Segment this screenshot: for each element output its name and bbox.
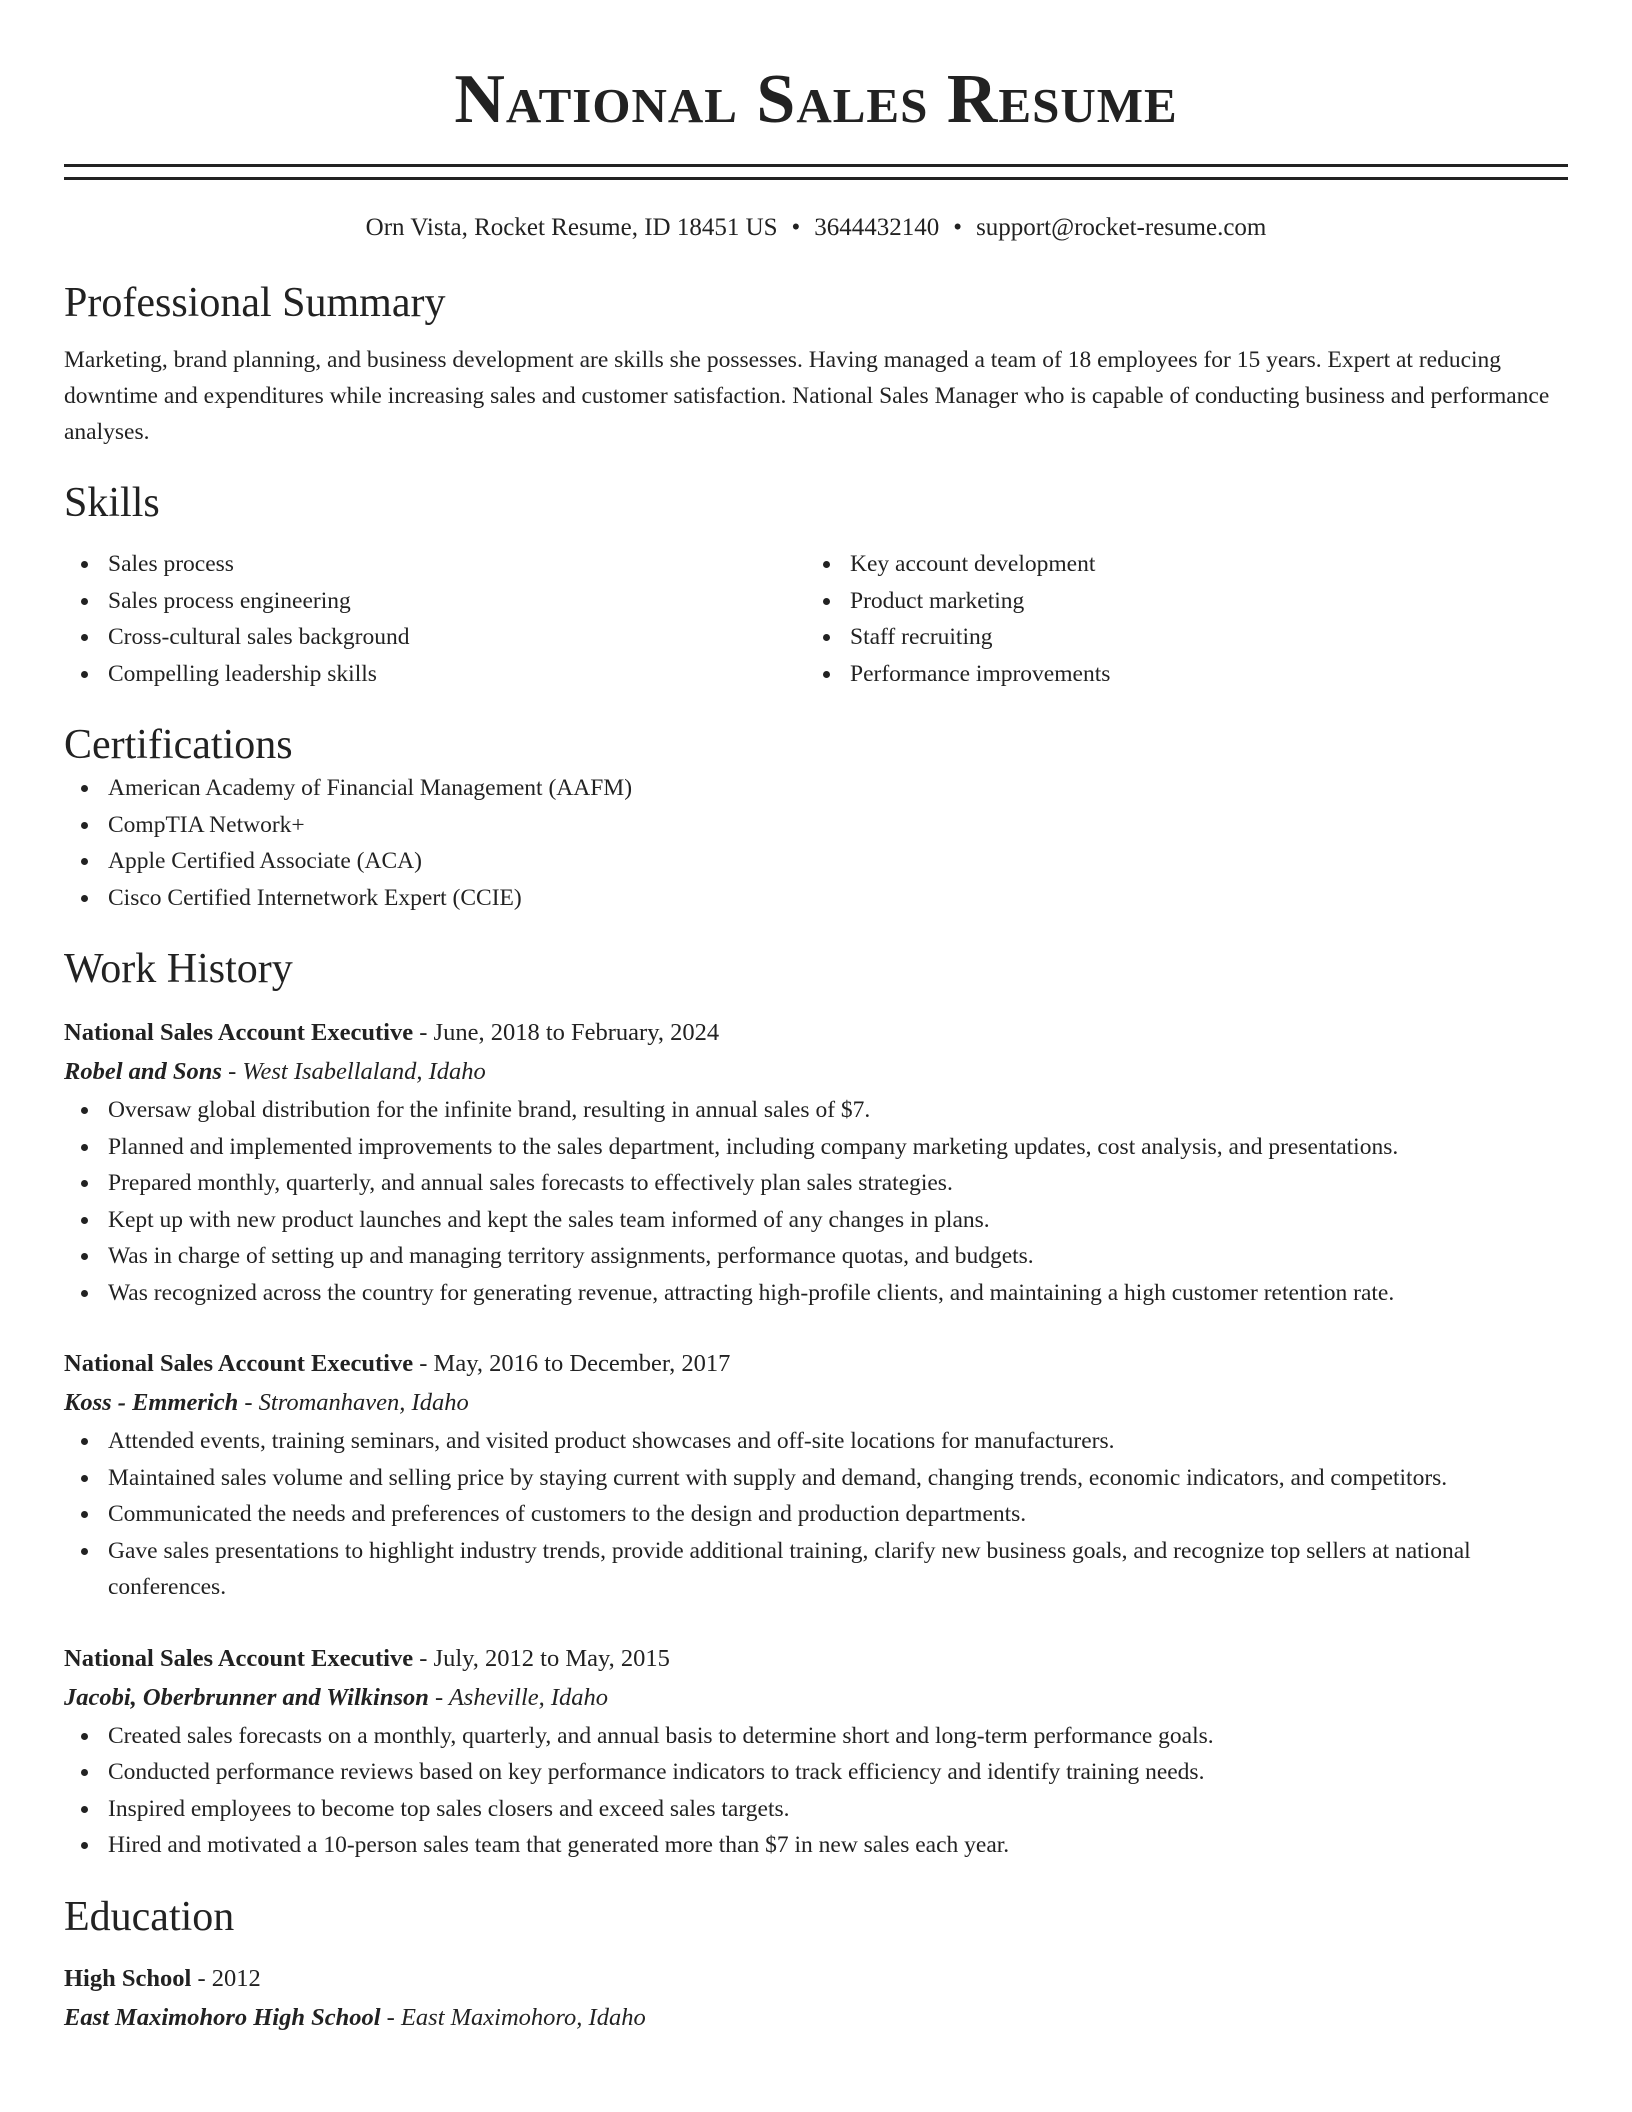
education-section (64, 1892, 1568, 2038)
job-bullet: Created sales forecasts on a monthly, quarterly, and annual basis to determine short and long-term performance goals. (64, 1718, 1568, 1755)
job-bullet-list (64, 1423, 1568, 1606)
contact-email: support@rocket-resume.com (976, 214, 1267, 241)
skill-item: Sales process engineering (64, 583, 806, 620)
certifications-list (64, 770, 1568, 916)
contact-separator: • (791, 214, 801, 241)
job-bullet: Was in charge of setting up and managing territory assignments, performance quotas, and budgets. (64, 1238, 1568, 1275)
education-degree: High School (64, 1964, 192, 1992)
professional-summary-section (64, 278, 1568, 450)
job-entry (64, 1345, 1568, 1606)
job-entry (64, 1014, 1568, 1311)
job-entry (64, 1640, 1568, 1864)
job-bullet: Attended events, training seminars, and visited product showcases and off-site locations for manufacturers. (64, 1423, 1568, 1460)
job-bullet: Hired and motivated a 10-person sales team that generated more than $7 in new sales each year. (64, 1827, 1568, 1864)
job-company: Jacobi, Oberbrunner and Wilkinson (64, 1683, 429, 1711)
job-bullet: Conducted performance reviews based on key performance indicators to track efficiency and identify training needs. (64, 1754, 1568, 1791)
job-company: Robel and Sons (64, 1058, 222, 1085)
job-dates: - May, 2016 to December, 2017 (413, 1350, 731, 1377)
skills-right-column (806, 546, 1548, 692)
education-location: - East Maximohoro, Idaho (380, 2003, 646, 2031)
job-bullet: Was recognized across the country for generating revenue, attracting high-profile clients, and maintaining a high customer retention rate. (64, 1275, 1568, 1312)
job-bullet: Planned and implemented improvements to the sales department, including company marketing updates, cost analysis, and presentations. (64, 1129, 1568, 1166)
job-location: - Asheville, Idaho (428, 1683, 609, 1711)
certification-item: Apple Certified Associate (ACA) (64, 843, 1568, 880)
skills-section (64, 478, 1568, 692)
job-title-line (64, 1014, 1568, 1052)
job-company-line (64, 1383, 1568, 1423)
education-school: East Maximohoro High School (64, 2003, 381, 2031)
skill-item: Staff recruiting (806, 619, 1548, 656)
section-heading-skills: Skills (64, 480, 160, 526)
skill-item: Key account development (806, 546, 1548, 583)
job-title-line (64, 1640, 1568, 1678)
section-heading-certifications: Certifications (64, 722, 293, 768)
job-company: Koss - Emmerich (64, 1389, 239, 1416)
title-double-rule (64, 164, 1568, 180)
section-heading-education: Education (64, 1893, 235, 1940)
skill-item: Cross-cultural sales background (64, 619, 806, 656)
certification-item: CompTIA Network+ (64, 807, 1568, 844)
skills-grid (64, 546, 1568, 692)
job-bullet-list (64, 1092, 1568, 1311)
job-location: - West Isabellaland, Idaho (221, 1058, 486, 1085)
job-role: National Sales Account Executive (64, 1350, 414, 1377)
contact-phone: 3644432140 (814, 214, 940, 241)
section-heading-work-history: Work History (64, 946, 293, 992)
job-title-line (64, 1345, 1568, 1383)
section-heading-summary: Professional Summary (64, 280, 446, 326)
job-company-line (64, 1678, 1568, 1718)
education-school-line (64, 1998, 1568, 2038)
certification-item: American Academy of Financial Management (AAFM) (64, 770, 1568, 807)
contact-separator: • (953, 214, 963, 241)
job-bullet: Gave sales presentations to highlight industry trends, provide additional training, clarify new business goals, and recognize top sellers at national conferences. (64, 1533, 1568, 1606)
job-bullet: Inspired employees to become top sales closers and exceed sales targets. (64, 1791, 1568, 1828)
certifications-section (64, 720, 1568, 916)
education-year: - 2012 (191, 1964, 261, 1992)
skill-item: Sales process (64, 546, 806, 583)
contact-line (64, 212, 1568, 244)
education-degree-line (64, 1960, 1568, 1998)
resume-title: National Sales Resume (454, 61, 1178, 138)
job-bullet: Prepared monthly, quarterly, and annual sales forecasts to effectively plan sales strategies. (64, 1165, 1568, 1202)
summary-text: Marketing, brand planning, and business development are skills she possesses. Having managed a team of 18 employees for 15 years. Expert at reducing downtime and expenditures while increasing sales and customer satisfaction. National Sales Manager who is capable of conducting business and performance analyses. (64, 347, 1550, 445)
contact-address: Orn Vista, Rocket Resume, ID 18451 US (365, 214, 778, 241)
job-location: - Stromanhaven, Idaho (238, 1389, 469, 1416)
job-bullet-list (64, 1718, 1568, 1864)
job-dates: - June, 2018 to February, 2024 (413, 1019, 720, 1046)
certification-item: Cisco Certified Internetwork Expert (CCIE) (64, 880, 1568, 917)
skill-item: Product marketing (806, 583, 1548, 620)
job-bullet: Maintained sales volume and selling price by staying current with supply and demand, changing trends, economic indicators, and competitors. (64, 1460, 1568, 1497)
job-dates: - July, 2012 to May, 2015 (413, 1644, 670, 1672)
education-entry (64, 1960, 1568, 2038)
skills-left-column (64, 546, 806, 692)
job-role: National Sales Account Executive (64, 1644, 414, 1672)
skill-item: Compelling leadership skills (64, 656, 806, 693)
job-company-line (64, 1052, 1568, 1092)
job-bullet: Communicated the needs and preferences of customers to the design and production departments. (64, 1496, 1568, 1533)
job-bullet: Kept up with new product launches and kept the sales team informed of any changes in plans. (64, 1202, 1568, 1239)
job-bullet: Oversaw global distribution for the infinite brand, resulting in annual sales of $7. (64, 1092, 1568, 1129)
job-role: National Sales Account Executive (64, 1019, 414, 1046)
skill-item: Performance improvements (806, 656, 1548, 693)
work-history-section (64, 944, 1568, 1864)
